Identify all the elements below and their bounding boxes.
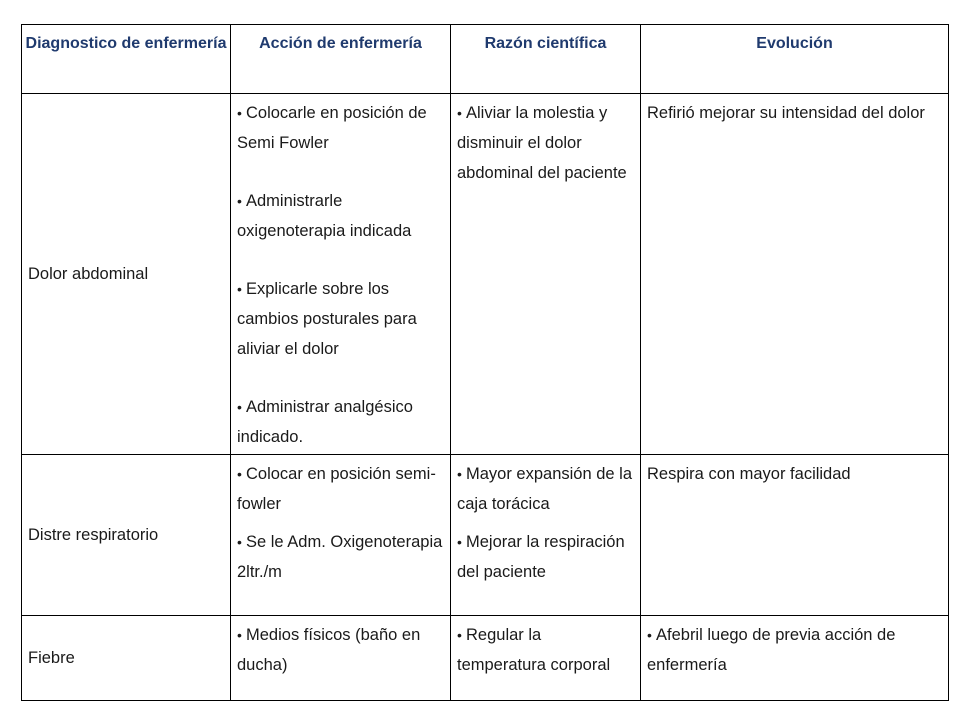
acciones-list: [237, 459, 444, 587]
list-item: [237, 620, 444, 680]
bullet-icon: •: [237, 534, 242, 550]
header-accion: Acción de enfermería: [231, 25, 451, 94]
evolucion-text: Respira con mayor facilidad: [647, 465, 851, 483]
list-item-text: Se le Adm. Oxigenoterapia 2ltr./m: [237, 533, 443, 581]
list-item-text: Aliviar la molestia y disminuir el dolor abdominal del paciente: [457, 104, 627, 182]
list-item-text: Colocarle en posición de Semi Fowler: [237, 104, 427, 152]
list-item-text: Medios físicos (baño en ducha): [237, 626, 421, 674]
list-item: [647, 620, 942, 680]
list-item: [237, 459, 444, 519]
bullet-icon: •: [457, 627, 462, 643]
cell-diagnostico: Distre respiratorio: [22, 455, 231, 616]
list-item: [237, 98, 444, 158]
cell-razones: [451, 94, 641, 455]
razones-list: [457, 620, 634, 680]
bullet-icon: •: [237, 627, 242, 643]
list-item: [457, 459, 634, 519]
list-item-text: Mejorar la respiración del paciente: [457, 533, 625, 581]
list-item: [237, 392, 444, 452]
table-header-row: [22, 25, 949, 94]
list-item-text: Explicarle sobre los cambios posturales para aliviar el dolor: [237, 280, 417, 358]
list-item-text: Afebril luego de previa acción de enfermería: [647, 626, 896, 674]
list-item-text: Regular la temperatura corporal: [457, 626, 611, 674]
evolucion-text: Refirió mejorar su intensidad del dolor: [647, 104, 925, 122]
list-item-text: Administrarle oxigenoterapia indicada: [237, 192, 412, 240]
nursing-care-table: [21, 24, 949, 701]
evolucion-list: [647, 620, 942, 680]
bullet-icon: •: [237, 399, 242, 415]
bullet-icon: •: [237, 105, 242, 121]
acciones-list: [237, 98, 444, 452]
list-item-text: Administrar analgésico indicado.: [237, 398, 413, 446]
acciones-list: [237, 620, 444, 680]
list-item: [457, 98, 634, 188]
list-item: [237, 274, 444, 364]
table-row: [22, 94, 949, 455]
cell-evolucion: [641, 94, 949, 455]
list-item-text: Mayor expansión de la caja torácica: [457, 465, 633, 513]
table-row: [22, 455, 949, 616]
header-evolucion: Evolución: [641, 25, 949, 94]
cell-acciones: [231, 455, 451, 616]
cell-acciones: [231, 94, 451, 455]
razones-list: [457, 98, 634, 188]
cell-evolucion: [641, 616, 949, 701]
list-item: [237, 527, 444, 587]
list-item: [457, 527, 634, 587]
list-item: [457, 620, 634, 680]
cell-diagnostico: Dolor abdominal: [22, 94, 231, 455]
bullet-icon: •: [457, 105, 462, 121]
header-diagnostico: Diagnostico de enfermería: [22, 25, 231, 94]
cell-evolucion: [641, 455, 949, 616]
razones-list: [457, 459, 634, 587]
bullet-icon: •: [457, 534, 462, 550]
bullet-icon: •: [457, 466, 462, 482]
bullet-icon: •: [647, 627, 652, 643]
cell-diagnostico: Fiebre: [22, 616, 231, 701]
list-item: [237, 186, 444, 246]
cell-razones: [451, 616, 641, 701]
bullet-icon: •: [237, 281, 242, 297]
bullet-icon: •: [237, 193, 242, 209]
cell-razones: [451, 455, 641, 616]
bullet-icon: •: [237, 466, 242, 482]
list-item-text: Colocar en posición semi-fowler: [237, 465, 436, 513]
header-razon: Razón científica: [451, 25, 641, 94]
cell-acciones: [231, 616, 451, 701]
table-row: [22, 616, 949, 701]
